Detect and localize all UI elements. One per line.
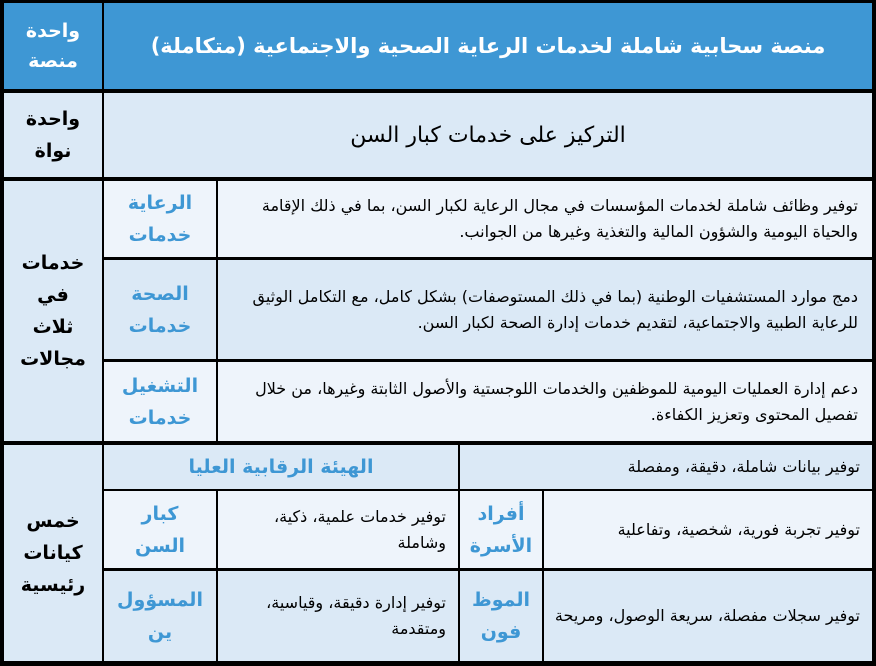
family-members-label: أفراد الأسرة	[460, 491, 542, 568]
services-side-label: خدمات في ثلاث مجالات	[4, 181, 102, 441]
operation-services-description: دعم إدارة العمليات اليومية للموظفين والخدمات اللوجستية والأصول الثابتة وغيرها، من خلال تفصيل المحتوى وتعزيز الكفاءة.	[218, 362, 872, 441]
operation-services-label: التشغيل خدمات	[104, 362, 216, 441]
staff-description: توفير سجلات مفصلة، سريعة الوصول، ومريحة	[544, 571, 872, 661]
entities-side-label: خمس كيانات رئيسية	[4, 445, 102, 661]
supervisory-authority-description: توفير بيانات شاملة، دقيقة، ومفصلة	[460, 445, 872, 489]
core-focus-text: التركيز على خدمات كبار السن	[104, 93, 872, 177]
staff-label: الموظ فون	[460, 571, 542, 661]
core-side-label: واحدة نواة	[4, 93, 102, 177]
elderly-label: كبار السن	[104, 491, 216, 568]
family-members-description: توفير تجربة فورية، شخصية، وتفاعلية	[544, 491, 872, 568]
platform-title: منصة سحابية شاملة لخدمات الرعاية الصحية والاجتماعية (متكاملة)	[104, 3, 872, 89]
managers-description: توفير إدارة دقيقة، وقياسية، ومتقدمة	[218, 571, 458, 661]
care-services-description: توفير وظائف شاملة لخدمات المؤسسات في مجال الرعاية لكبار السن، بما في ذلك الإقامة والحياة اليومية والشؤون المالية والتغذية وغيرها من الجوانب.	[218, 181, 872, 257]
health-services-label: الصحة خدمات	[104, 260, 216, 359]
elderly-description: توفير خدمات علمية، ذكية، وشاملة	[218, 491, 458, 568]
managers-label: المسؤول ين	[104, 571, 216, 661]
health-services-description: دمج موارد المستشفيات الوطنية (بما في ذلك المستوصفات) بشكل كامل، مع التكامل الوثيق للرعاية الطبية والاجتماعية، لتقديم خدمات إدارة الصحة لكبار السن.	[218, 260, 872, 359]
care-services-label: الرعاية خدمات	[104, 181, 216, 257]
supervisory-authority-label: الهيئة الرقابية العليا	[104, 445, 458, 489]
platform-side-label: واحدة منصة	[4, 3, 102, 89]
